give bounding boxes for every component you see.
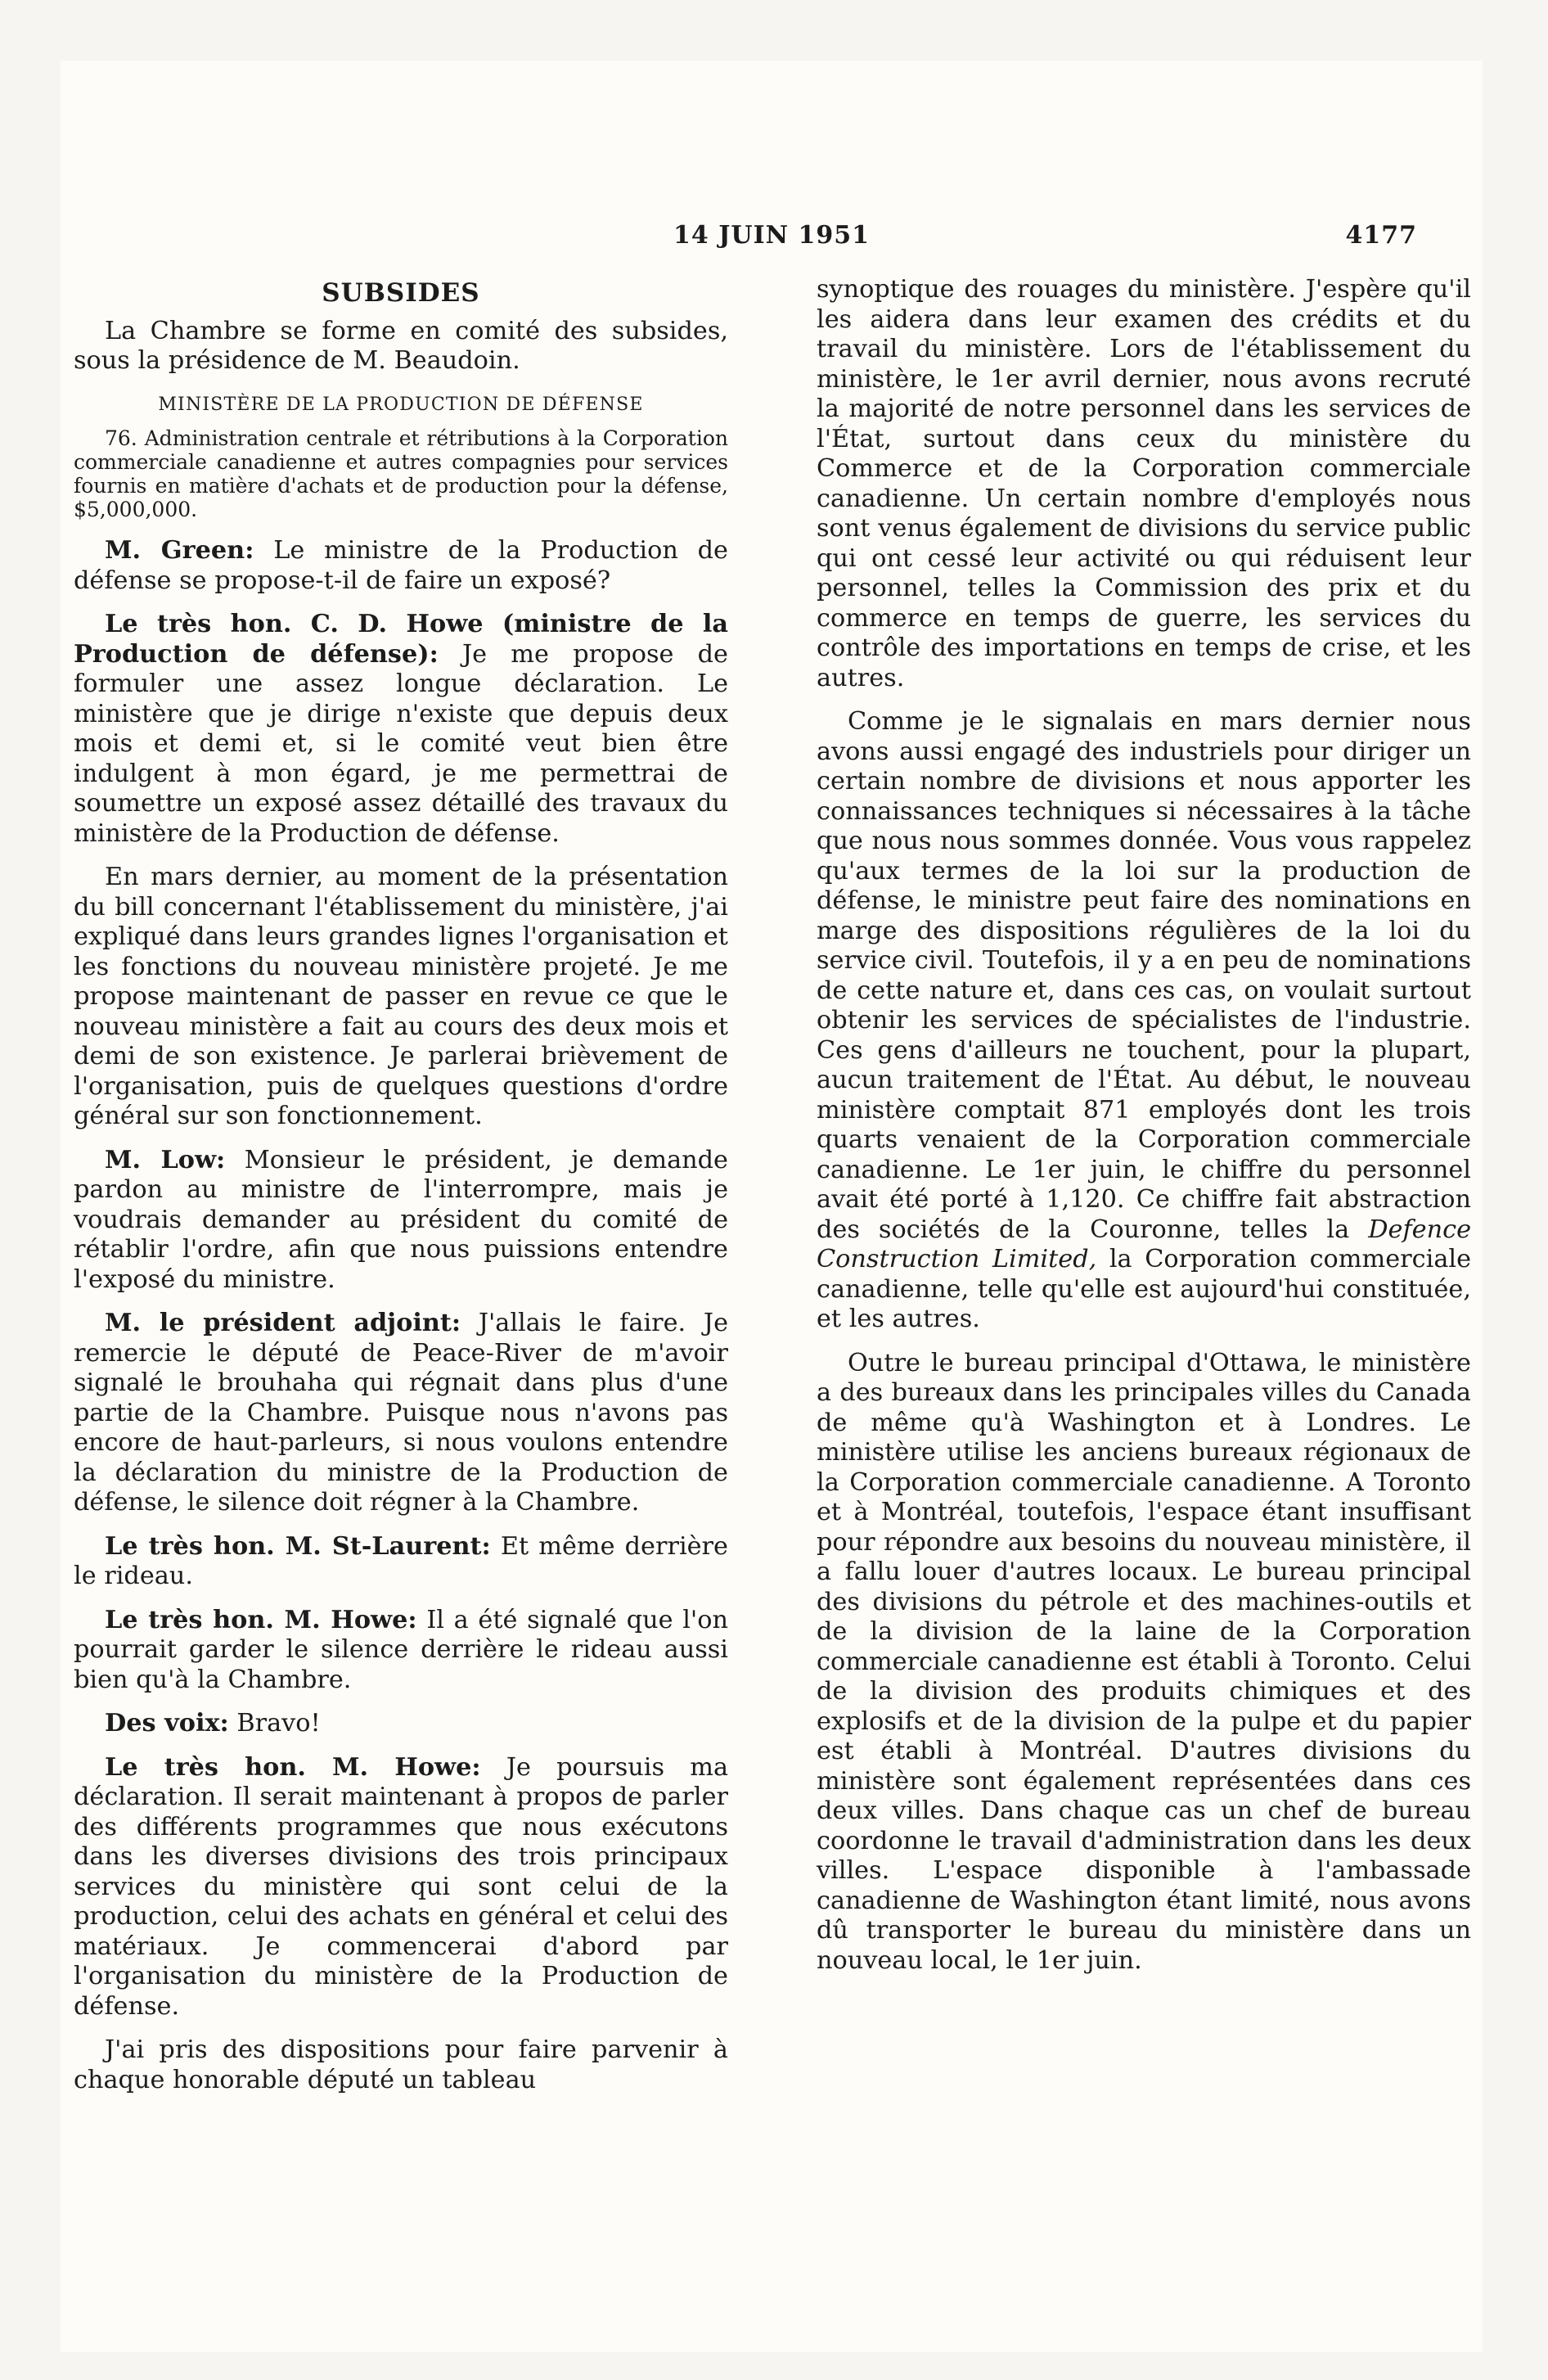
speech: Je poursuis ma déclaration. Il serait maintenant à propos de parler des différents programmes que nous exécutons dans les diverses divisions des trois principaux services du ministère qui sont celui de la production, celui des achats en général et celui des matériaux. Je commencerai d'abord par l'organisation du ministère de la Production de défense. [74, 1752, 729, 2021]
page-number: 4177 [1345, 221, 1417, 250]
paragraph: synoptique des rouages du ministère. J'espère qu'il les aidera dans leur examen des crédits et du travail du ministère. Lors de l'établissement du ministère, le 1er avril dernier, nous avons recruté la majorité de notre personnel dans les services de l'État, surtout dans ceux du ministère du Commerce et de la Corporation commerciale canadienne. Un certain nombre d'employés nous sont venus également de divisions du service public qui ont cessé leur activité ou qui réduisent leur personnel, telles la Commission des prix et du commerce en temps de guerre, les services du contrôle des importations en temps de crise, et les autres. [817, 275, 1471, 692]
right-column [817, 275, 1471, 1990]
speaker: Le très hon. M. Howe: [105, 1752, 481, 1782]
text-segment: la Corporation commerciale canadienne, telle qu'elle est aujourd'hui constituée, et les autres. [817, 1245, 1471, 1333]
paragraph: J'ai pris des dispositions pour faire parvenir à chaque honorable député un tableau [74, 2035, 728, 2094]
paragraph [74, 1753, 728, 2022]
left-column [74, 275, 728, 2109]
speaker: Le très hon. M. St-Laurent: [105, 1531, 491, 1561]
speaker: M. le président adjoint: [105, 1309, 461, 1337]
speaker: Des voix: [105, 1709, 229, 1738]
company-name: Defence Construction Limited, [817, 1215, 1471, 1273]
speaker: Le très hon. C. D. Howe (ministre de la Production de défense): [74, 610, 728, 669]
paragraph [74, 1709, 728, 1739]
speech: Je me propose de formuler une assez longue déclaration. Le ministère que je dirige n'existe que depuis deux mois et demi et, si le comité veut bien être indulgent à mon égard, je me permettrai de soumettre un exposé assez détaillé des travaux du ministère de la Production de défense. [74, 639, 728, 848]
speech: Il a été signalé que l'on pourrait garder le silence derrière le rideau aussi bien qu'à la Chambre. [74, 1605, 728, 1694]
speech: Le ministre de la Production de défense se propose-t-il de faire un exposé? [74, 536, 728, 595]
speaker: M. Green: [105, 536, 254, 565]
speech: Monsieur le président, je demande pardon au ministre de l'interrompre, mais je voudrais demander au président du comité de rétablir l'ordre, afin que nous puissions entendre l'exposé du ministre. [74, 1145, 728, 1294]
paragraph: Outre le bureau principal d'Ottawa, le ministère a des bureaux dans les principales villes du Canada de même qu'à Washington et à Londres. Le ministère utilise les anciens bureaux régionaux de la Corporation commerciale canadienne. A Toronto et à Montréal, toutefois, l'espace étant insuffisant pour répondre aux besoins du nouveau ministère, il a fallu louer d'autres locaux. Le bureau principal des divisions du pétrole et des machines-outils et de la division de la laine de la Corporation commerciale canadienne est établi à Toronto. Celui de la division des produits chimiques et des explosifs et de la division de la pulpe et du papier est établi à Montréal. D'autres divisions du ministère sont également représentées dans ces deux villes. Dans chaque cas un chef de bureau coordonne le travail d'administration dans les deux villes. L'espace disponible à l'ambassade canadienne de Washington étant limité, nous avons dû transporter le bureau du ministère dans un nouveau local, le 1er juin. [817, 1348, 1471, 1975]
paragraph: En mars dernier, au moment de la présentation du bill concernant l'établissement du ministère, j'ai expliqué dans leurs grandes lignes l'organisation et les fonctions du nouveau ministère projeté. Je me propose maintenant de passer en revue ce que le nouveau ministère a fait au cours des deux mois et demi de son existence. Je parlerai brièvement de l'organisation, puis de quelques questions d'ordre général sur son fonctionnement. [74, 863, 728, 1130]
text-segment: Comme je le signalais en mars dernier nous avons aussi engagé des industriels pour diriger un certain nombre de divisions et nous apporter les connaissances techniques si nécessaires à la tâche que nous nous sommes donnée. Vous vous rappelez qu'aux termes de la loi sur la production de défense, le ministre peut faire des nominations en marge des dispositions régulières de la loi du service civil. Toutefois, il y a en peu de nominations de cette nature et, dans ces cas, on voulait surtout obtenir les services de spécialistes de l'industrie. Ces gens d'ailleurs ne touchent, pour la plupart, aucun traitement de l'État. Au début, le nouveau ministère comptait 871 employés dont les trois quarts venaient de la Corporation commerciale canadienne. Le 1er juin, le chiffre du personnel avait été porté à 1,120. Ce chiffre fait abstraction des sociétés de la Couronne, telles la [817, 707, 1471, 1244]
speaker: Le très hon. M. Howe: [105, 1605, 417, 1634]
paragraph [74, 1532, 728, 1592]
speech: Et même derrière le rideau. [74, 1531, 728, 1590]
paragraph [74, 536, 728, 596]
paragraph [74, 1146, 728, 1296]
paragraph [74, 1309, 728, 1518]
document-page [61, 61, 1483, 2352]
paragraph [817, 707, 1471, 1335]
speech: Bravo! [236, 1709, 321, 1738]
intro-paragraph: La Chambre se forme en comité des subsides, sous la présidence de M. Beaudoin. [74, 316, 728, 375]
page-date: 14 JUIN 1951 [673, 221, 870, 250]
budget-item: 76. Administration centrale et rétributions à la Corporation commerciale canadienne et autres compagnies pour services fournis en matière d'achats et de production pour la défense, $5,000,000. [74, 426, 728, 521]
ministry-title: MINISTÈRE DE LA PRODUCTION DE DÉFENSE [158, 394, 644, 415]
paragraph [74, 610, 728, 849]
speech: J'allais le faire. Je remercie le député de Peace-River de m'avoir signalé le brouhaha qui régnait dans plus d'une partie de la Chambre. Puisque nous n'avons pas encore de haut-parleurs, si nous voulons entendre la déclaration du ministre de la Production de défense, le silence doit régner à la Chambre. [74, 1309, 729, 1517]
speaker: M. Low: [105, 1145, 226, 1174]
paragraph [74, 1606, 728, 1696]
section-title: SUBSIDES [322, 278, 480, 308]
